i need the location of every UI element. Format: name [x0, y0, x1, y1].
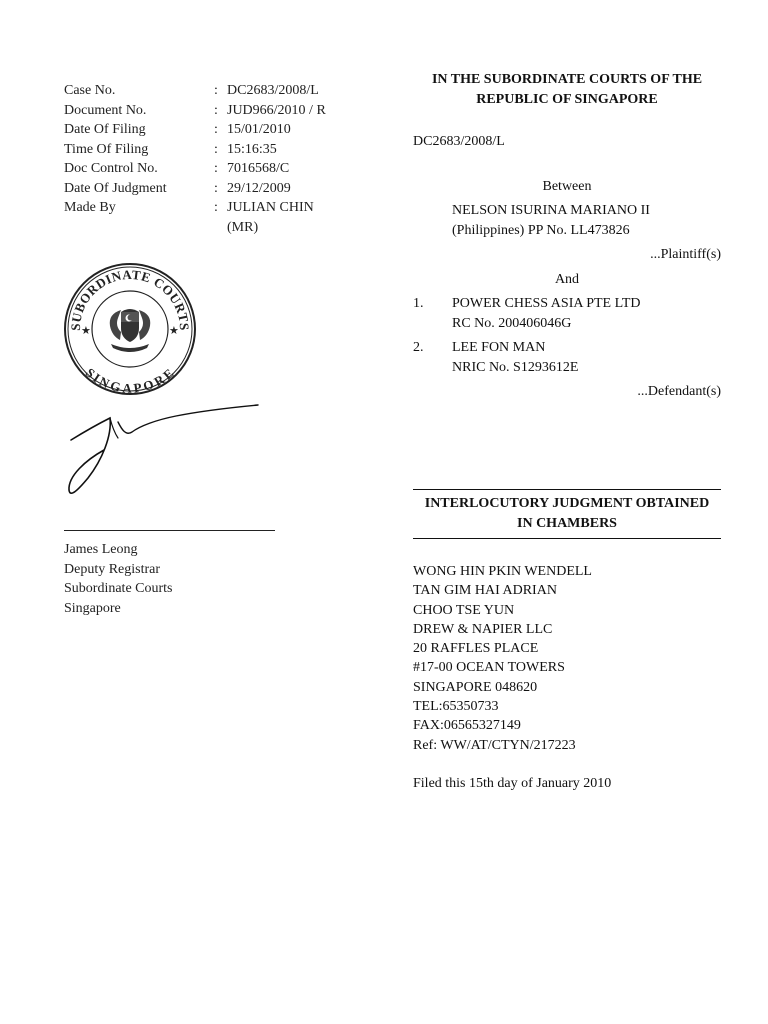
meta-label: Document No.: [64, 102, 147, 118]
defendant-name: POWER CHESS ASIA PTE LTD: [452, 296, 641, 311]
defendant-name: LEE FON MAN: [452, 340, 546, 355]
filing-metadata: [64, 81, 326, 237]
defendant-number: 2.: [413, 340, 424, 355]
solicitor-line: FAX:06565327149: [413, 718, 521, 734]
registrar-title: Deputy Registrar: [64, 561, 161, 577]
meta-value: JULIAN CHIN: [227, 200, 314, 215]
meta-value: 7016568/C: [227, 161, 290, 176]
meta-row-date-of-judgment: [64, 179, 326, 199]
title-rule-top: [413, 489, 721, 490]
coat-of-arms-emblem: [110, 309, 151, 352]
court-heading-line-2: REPUBLIC OF SINGAPORE: [476, 92, 658, 107]
seal-star-right: ★: [169, 325, 179, 337]
meta-label: Date Of Judgment: [64, 180, 167, 196]
meta-colon: :: [214, 102, 218, 118]
plaintiff-name: NELSON ISURINA MARIANO II: [452, 203, 650, 218]
meta-value: JUD966/2010 / R: [227, 102, 326, 118]
solicitor-line: WONG HIN PKIN WENDELL: [413, 564, 592, 579]
document-title-line-1: INTERLOCUTORY JUDGMENT OBTAINED: [424, 496, 710, 511]
court-seal: [63, 262, 197, 396]
registrar-name: James Leong: [64, 542, 138, 557]
meta-row-doc-control-no: [64, 159, 326, 179]
meta-colon: :: [214, 161, 218, 176]
between-label: Between: [542, 179, 592, 194]
plaintiff-role: ...Plaintiff(s): [650, 247, 721, 262]
court-heading-line-1: IN THE SUBORDINATE COURTS OF THE: [431, 72, 703, 87]
meta-colon: :: [214, 122, 218, 137]
meta-label: Date Of Filing: [64, 122, 146, 137]
meta-row-date-of-filing: [64, 120, 326, 140]
made-by-continuation: (MR): [227, 219, 259, 235]
solicitor-line: #17-00 OCEAN TOWERS: [413, 660, 565, 676]
seal-star-left: ★: [81, 325, 91, 337]
meta-colon: :: [214, 83, 218, 98]
solicitor-line: TEL:65350733: [413, 699, 499, 715]
meta-row-made-by: [64, 198, 326, 218]
case-reference: DC2683/2008/L: [413, 134, 505, 149]
registrar-court: Subordinate Courts: [64, 581, 173, 596]
solicitor-line: SINGAPORE 048620: [413, 679, 538, 695]
plaintiff-id: (Philippines) PP No. LL473826: [452, 222, 630, 238]
meta-colon: :: [214, 200, 218, 215]
meta-row-case-no: [64, 81, 326, 101]
title-rule-bottom: [413, 538, 721, 539]
registrar-place: Singapore: [64, 600, 121, 616]
and-label: And: [554, 272, 580, 287]
registrar-signature: [66, 402, 261, 502]
meta-value: DC2683/2008/L: [227, 83, 319, 98]
meta-row-document-no: [64, 101, 326, 121]
meta-value: 15:16:35: [227, 141, 277, 157]
defendant-role: ...Defendant(s): [637, 384, 721, 399]
document-title: [413, 494, 721, 533]
solicitor-line: DREW & NAPIER LLC: [413, 621, 553, 637]
court-heading: [413, 70, 721, 110]
seal-bottom-text: SINGAPORE: [82, 364, 178, 396]
solicitor-line: TAN GIM HAI ADRIAN: [413, 583, 557, 599]
meta-label: Doc Control No.: [64, 161, 158, 176]
defendant-block: [452, 338, 578, 377]
meta-colon: :: [214, 180, 218, 196]
solicitor-line: 20 RAFFLES PLACE: [413, 641, 539, 657]
document-title-line-2: IN CHAMBERS: [517, 515, 617, 531]
meta-colon: :: [214, 141, 218, 157]
solicitor-line: Ref: WW/AT/CTYN/217223: [413, 737, 576, 753]
meta-value: 15/01/2010: [227, 122, 291, 137]
meta-label: Case No.: [64, 83, 116, 98]
defendant-number: 1.: [413, 296, 424, 311]
meta-label: Made By: [64, 200, 116, 215]
filed-date: Filed this 15th day of January 2010: [413, 776, 612, 791]
meta-row-time-of-filing: [64, 140, 326, 160]
solicitor-line: CHOO TSE YUN: [413, 602, 515, 618]
plaintiff-block: [452, 201, 650, 240]
signature-line: [64, 530, 275, 531]
meta-label: Time Of Filing: [64, 141, 149, 157]
meta-value: 29/12/2009: [227, 180, 291, 196]
defendant-block: [452, 294, 641, 333]
solicitor-block: [413, 562, 592, 755]
registrar-block: [64, 540, 173, 618]
seal-top-text: SUBORDINATE COURTS: [67, 266, 193, 331]
defendant-id: RC No. 200406046G: [452, 315, 572, 331]
defendant-id: NRIC No. S1293612E: [452, 359, 579, 375]
